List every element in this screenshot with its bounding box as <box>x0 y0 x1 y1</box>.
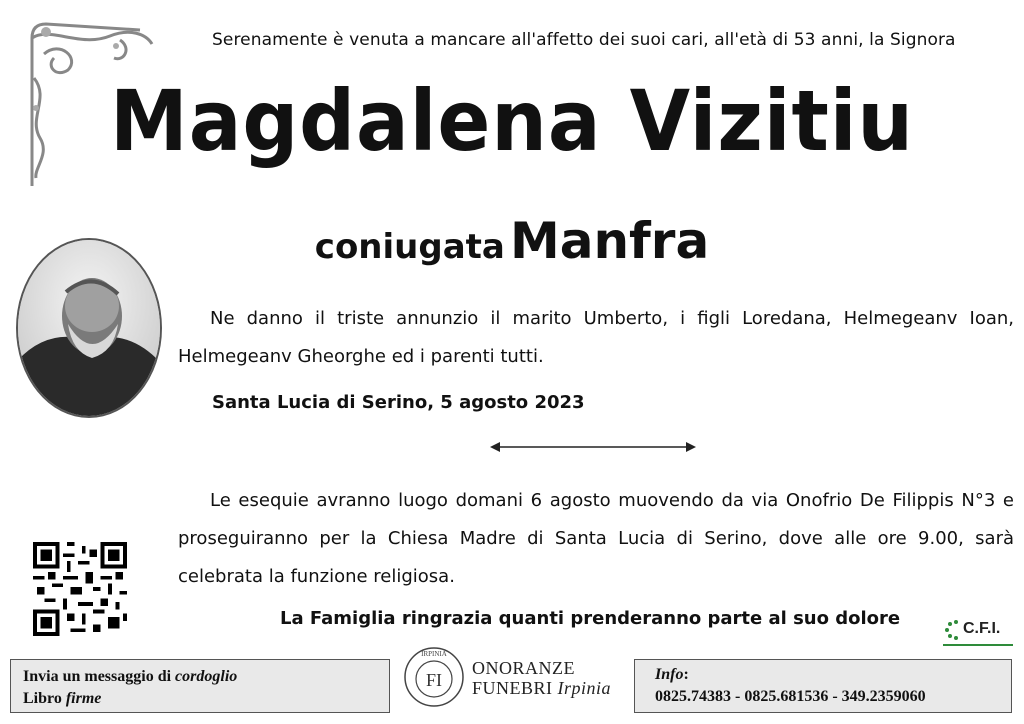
intro-text: Serenamente è venuta a mancare all'affetto dei suoi cari, all'età di 53 anni, la Signora <box>212 30 956 50</box>
info-label: Info <box>655 666 684 683</box>
info-box: Info: 0825.74383 - 0825.681536 - 349.2359060 <box>634 659 1012 713</box>
condolence-label: Invia un messaggio di <box>23 668 176 685</box>
logo-line1: ONORANZE <box>472 658 575 678</box>
funeral-home-name <box>472 658 611 698</box>
deceased-name: Magdalena Vizitiu <box>110 72 914 170</box>
logo-line2: FUNEBRI Irpinia <box>472 678 612 698</box>
announcement-text: Ne danno il triste annunzio il marito Umberto, i figli Loredana, Helmegeanv Ioan, Helmegeanv Gheorghe ed i parenti tutti. <box>178 308 1014 367</box>
married-word: coniugata <box>314 227 505 267</box>
place-date: Santa Lucia di Serino, 5 agosto 2023 <box>212 392 585 413</box>
cfi-logo <box>941 618 1015 648</box>
married-surname: Manfra <box>509 212 710 270</box>
phone-numbers[interactable]: 0825.74383 - 0825.681536 - 349.2359060 <box>655 688 926 705</box>
cfi-label: C.F.I. <box>963 620 1001 637</box>
funeral-home-logo-icon <box>403 646 465 708</box>
condolence-box[interactable] <box>10 659 390 713</box>
portrait-photo <box>16 238 162 418</box>
married-line <box>0 212 1024 270</box>
guestbook-word: firme <box>65 690 102 707</box>
guestbook-link[interactable] <box>23 688 377 710</box>
logo-arc-text: IRPINIA <box>421 650 447 658</box>
logo-monogram: FI <box>425 670 443 690</box>
thanks-text: La Famiglia ringrazia quanti prenderanno parte al suo dolore <box>280 608 901 629</box>
condolence-word: cordoglio <box>175 668 238 685</box>
funeral-text: Le esequie avranno luogo domani 6 agosto muovendo da via Onofrio De Filippis N°3 e proseguiranno per la Chiesa Madre di Santa Lucia di Serino, dove alle ore 9.00, sarà celebrata la funzione religiosa. <box>178 490 1014 587</box>
guestbook-label: Libro <box>23 690 66 707</box>
condolence-link[interactable] <box>23 666 377 688</box>
double-arrow-divider <box>490 440 696 454</box>
qr-code[interactable] <box>33 542 127 636</box>
